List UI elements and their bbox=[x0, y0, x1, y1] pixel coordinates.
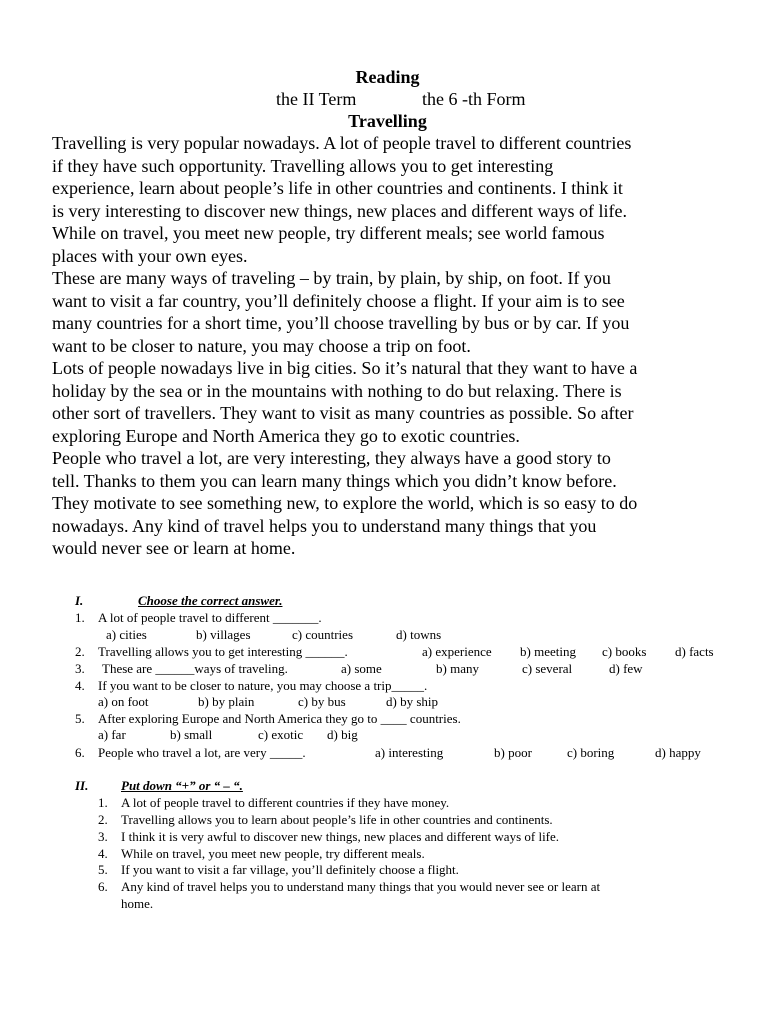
statement-number: 2. bbox=[98, 812, 108, 827]
exercise-2-number: II. bbox=[75, 778, 89, 793]
answer-option: b) villages bbox=[196, 627, 251, 642]
answer-option: a) on foot bbox=[98, 694, 149, 709]
answer-option: d) big bbox=[327, 727, 358, 742]
answer-option: a) experience bbox=[422, 644, 492, 659]
question-text: After exploring Europe and North America they go to ____ countries. bbox=[98, 711, 461, 726]
answer-option: c) several bbox=[522, 661, 573, 676]
question-text: A lot of people travel to different _______. bbox=[98, 610, 322, 625]
text-line: holiday by the sea or in the mountains with nothing to do but relaxing. There is bbox=[52, 380, 622, 401]
statement-text: A lot of people travel to different countries if they have money. bbox=[121, 795, 450, 810]
text-line: other sort of travellers. They want to visit as many countries as possible. So after bbox=[52, 403, 634, 423]
question-number: 5. bbox=[75, 711, 85, 726]
statement-number: 3. bbox=[98, 829, 108, 844]
reading-text bbox=[52, 132, 742, 560]
question-number: 6. bbox=[75, 745, 85, 760]
exercise-1-number: I. bbox=[75, 593, 84, 608]
question-text: These are ______ways of traveling. bbox=[102, 661, 288, 676]
answer-option: b) many bbox=[436, 661, 479, 676]
statement-number: 1. bbox=[98, 795, 108, 810]
text-line: tell. Thanks to them you can learn many things which you didn’t know before. bbox=[52, 470, 617, 491]
statement-text: Any kind of travel helps you to understand many things that you would never see or learn at bbox=[121, 879, 601, 894]
text-line: would never see or learn at home. bbox=[52, 538, 296, 558]
answer-option: c) countries bbox=[292, 627, 354, 642]
question-text: Travelling allows you to get interesting ______. bbox=[98, 644, 348, 659]
text-line: want to visit a far country, you’ll definitely choose a flight. If your aim is to see bbox=[52, 290, 625, 311]
statement-text: I think it is very awful to discover new things, new places and different ways of life. bbox=[121, 829, 560, 844]
form-label: the 6 -th Form bbox=[422, 89, 526, 109]
statement-number: 4. bbox=[98, 846, 108, 861]
paragraph bbox=[52, 447, 742, 560]
text-line: want to be closer to nature, you may choose a trip on foot. bbox=[52, 335, 471, 356]
exercise-1-title: Choose the correct answer. bbox=[138, 593, 283, 608]
statement-number: 5. bbox=[98, 862, 108, 877]
exercise-2-title: Put down “+” or “ – “. bbox=[121, 778, 243, 793]
answer-option: c) exotic bbox=[258, 727, 304, 742]
answer-option: c) by bus bbox=[298, 694, 346, 709]
answer-option: c) books bbox=[602, 644, 647, 659]
text-line: places with your own eyes. bbox=[52, 245, 248, 266]
answer-option: a) cities bbox=[106, 627, 147, 642]
question-text: If you want to be closer to nature, you may choose a trip_____. bbox=[98, 678, 428, 693]
answer-option: b) poor bbox=[494, 745, 532, 760]
question-number: 3. bbox=[75, 661, 85, 676]
answer-option: a) far bbox=[98, 727, 126, 742]
answer-option: d) by ship bbox=[386, 694, 438, 709]
paragraph bbox=[52, 357, 742, 447]
question-text: People who travel a lot, are very _____. bbox=[98, 745, 306, 760]
answer-option: d) towns bbox=[396, 627, 442, 642]
text-line: They motivate to see something new, to explore the world, which is so easy to do bbox=[52, 493, 638, 513]
statement-text: While on travel, you meet new people, try different meals. bbox=[121, 846, 425, 861]
answer-option: b) small bbox=[170, 727, 213, 742]
text-line: is very interesting to discover new things, new places and different ways of life. bbox=[52, 200, 628, 221]
answer-option: d) few bbox=[609, 661, 643, 676]
answer-option: a) interesting bbox=[375, 745, 444, 760]
answer-option: b) by plain bbox=[198, 694, 255, 709]
answer-option: d) happy bbox=[655, 745, 701, 760]
text-line: experience, learn about people’s life in other countries and continents. I think it bbox=[52, 178, 623, 198]
question-number: 4. bbox=[75, 678, 85, 693]
text-line: Travelling is very popular nowadays. A lot of people travel to different countries bbox=[52, 133, 632, 153]
page-title: Reading bbox=[355, 67, 420, 87]
paragraph bbox=[52, 267, 742, 357]
text-line: many countries for a short time, you’ll choose travelling by bus or by car. If you bbox=[52, 313, 630, 333]
text-title: Travelling bbox=[348, 111, 427, 131]
statement-number: 6. bbox=[98, 879, 108, 894]
text-line: While on travel, you meet new people, try different meals; see world famous bbox=[52, 223, 605, 243]
statement-text: Travelling allows you to learn about people’s life in other countries and continents. bbox=[121, 812, 553, 827]
paragraph bbox=[52, 132, 742, 267]
text-line: nowadays. Any kind of travel helps you to understand many things that you bbox=[52, 515, 597, 536]
statement-text: If you want to visit a far village, you’ll definitely choose a flight. bbox=[121, 862, 459, 877]
text-line: Lots of people nowadays live in big cities. So it’s natural that they want to have a bbox=[52, 358, 638, 378]
answer-option: c) boring bbox=[567, 745, 615, 760]
question-number: 2. bbox=[75, 644, 85, 659]
answer-option: b) meeting bbox=[520, 644, 576, 659]
answer-option: d) facts bbox=[675, 644, 714, 659]
question-number: 1. bbox=[75, 610, 85, 625]
text-line: exploring Europe and North America they go to exotic countries. bbox=[52, 425, 520, 446]
text-line: These are many ways of traveling – by train, by plain, by ship, on foot. If you bbox=[52, 268, 611, 288]
text-line: if they have such opportunity. Travelling allows you to get interesting bbox=[52, 155, 554, 176]
answer-option: a) some bbox=[341, 661, 382, 676]
text-line: People who travel a lot, are very interesting, they always have a good story to bbox=[52, 448, 611, 468]
term-label: the II Term bbox=[276, 89, 357, 109]
statement-text: home. bbox=[121, 896, 154, 911]
